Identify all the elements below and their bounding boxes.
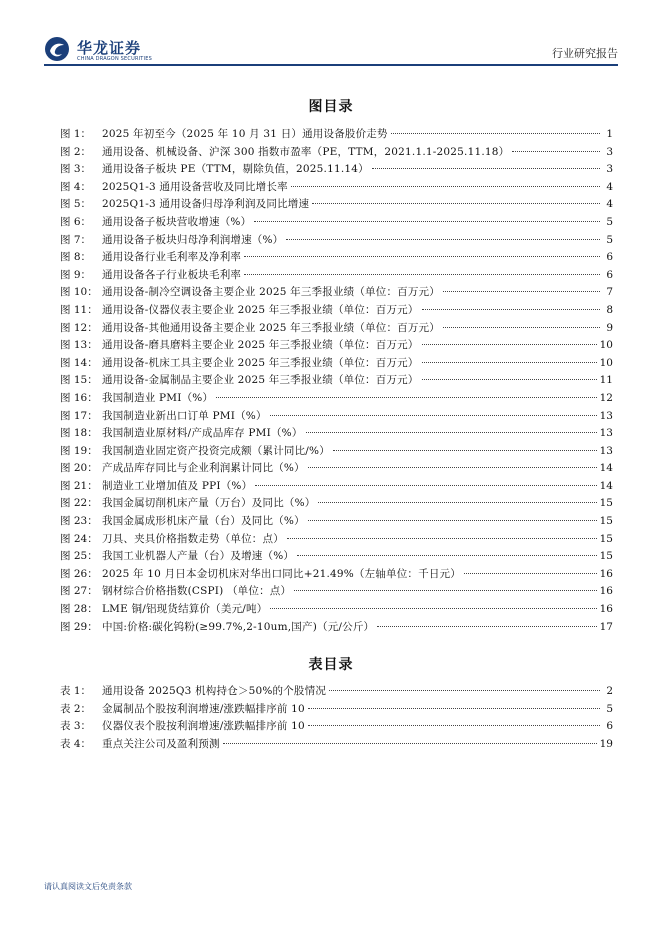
- table-toc-entry[interactable]: [60, 736, 613, 754]
- figure-toc-title: LME 铜/铝现货结算价（美元/吨）: [102, 603, 268, 616]
- figure-toc-page-number: 16: [599, 603, 613, 616]
- leader-dots: [329, 689, 600, 691]
- figure-toc-entry[interactable]: [60, 390, 613, 408]
- figure-toc-entry[interactable]: [60, 548, 613, 566]
- figure-toc-label: 图 5：: [60, 198, 92, 211]
- leader-dots: [308, 519, 597, 521]
- figure-toc-label: 图 25：: [60, 550, 98, 563]
- leader-dots: [422, 308, 600, 310]
- figure-toc-page-number: 10: [599, 356, 613, 369]
- logo-english-name: CHINA DRAGON SECURITIES: [77, 56, 152, 62]
- leader-dots: [308, 466, 597, 468]
- figure-toc-entry[interactable]: [60, 144, 613, 162]
- figure-toc-page-number: 1: [606, 128, 613, 140]
- figure-toc-page-number: 11: [599, 374, 613, 387]
- figure-toc-page-number: 9: [606, 321, 613, 334]
- leader-dots: [464, 572, 597, 574]
- figure-toc-title: 通用设备子板块营收增速（%）: [102, 215, 252, 228]
- figure-toc-title: 通用设备-金属制品主要企业 2025 年三季报业绩（单位：百万元）: [102, 374, 419, 387]
- figure-toc-label: 图 8：: [60, 251, 92, 264]
- page-header: [0, 0, 662, 66]
- figure-toc-page-number: 14: [599, 462, 613, 475]
- table-toc-title: 通用设备 2025Q3 机构持仓＞50%的个股情况: [102, 685, 327, 697]
- table-toc-label: 表 1：: [60, 685, 92, 697]
- header-divider: [44, 64, 618, 66]
- leader-dots: [308, 724, 600, 726]
- figure-toc-page-number: 13: [599, 427, 613, 440]
- figure-toc-entry[interactable]: [60, 425, 613, 443]
- figure-toc-title: 2025Q1-3 通用设备归母净利润及同比增速: [102, 198, 310, 211]
- figure-toc-entry[interactable]: [60, 214, 613, 232]
- figure-toc-entry[interactable]: [60, 196, 613, 214]
- figure-toc-page-number: 15: [599, 497, 613, 510]
- figure-toc-label: 图 11：: [60, 303, 98, 316]
- table-toc-title: 金属制品个股按利润增速/涨跌幅排序前 10: [102, 702, 305, 715]
- figure-toc-title: 通用设备-其他通用设备主要企业 2025 年三季报业绩（单位：百万元）: [102, 321, 440, 334]
- figure-toc-label: 图 2：: [60, 145, 92, 158]
- figure-toc-label: 图 1：: [60, 128, 92, 140]
- figure-toc-label: 图 22：: [60, 497, 98, 510]
- table-toc-entry[interactable]: [60, 683, 613, 701]
- figure-toc-label: 图 26：: [60, 567, 98, 580]
- leader-dots: [291, 185, 600, 187]
- leader-dots: [255, 484, 596, 486]
- figure-toc-page-number: 5: [606, 215, 613, 228]
- figure-toc-page-number: 10: [599, 339, 613, 352]
- figure-toc-label: 图 14：: [60, 356, 98, 369]
- figure-toc-label: 图 24：: [60, 532, 98, 545]
- figure-toc-page-number: 7: [606, 286, 613, 299]
- figure-toc-entry[interactable]: [60, 443, 613, 461]
- figure-toc-label: 图 12：: [60, 321, 98, 334]
- figure-toc-title: 2025 年 10 月日本金切机床对华出口同比+21.49%（左轴单位：千日元）: [102, 567, 461, 580]
- figure-toc-label: 图 29：: [60, 620, 98, 633]
- figure-toc-label: 图 4：: [60, 180, 92, 193]
- figure-toc-title: 2025 年初至今（2025 年 10 月 31 日）通用设备股价走势: [102, 128, 388, 140]
- table-toc-page-number: 5: [606, 702, 613, 715]
- figure-toc-label: 图 9：: [60, 268, 92, 281]
- figure-toc-page-number: 12: [599, 391, 613, 404]
- figures-toc-title: 图目录: [308, 99, 354, 115]
- figure-toc-entry[interactable]: [60, 232, 613, 250]
- figure-toc-title: 钢材综合价格指数(CSPI) （单位：点）: [102, 585, 292, 598]
- figure-toc-entry[interactable]: [60, 513, 613, 531]
- leader-dots: [308, 707, 600, 709]
- table-toc-label: 表 3：: [60, 720, 92, 733]
- table-toc-page-number: 6: [606, 720, 613, 733]
- table-toc-title: 仪器仪表个股按利润增速/涨跌幅排序前 10: [102, 720, 305, 733]
- figure-toc-entry[interactable]: [60, 408, 613, 426]
- figure-toc-title: 通用设备子板块 PE（TTM，剔除负值，2025.11.14）: [102, 163, 369, 176]
- figure-toc-title: 我国制造业 PMI（%）: [102, 391, 214, 404]
- figure-toc-label: 图 20：: [60, 462, 98, 475]
- leader-dots: [443, 326, 600, 328]
- table-toc-page-number: 2: [606, 685, 613, 697]
- figure-toc-entry[interactable]: [60, 320, 613, 338]
- figure-toc-label: 图 23：: [60, 515, 98, 528]
- figure-toc-entry[interactable]: [60, 179, 613, 197]
- leader-dots: [244, 273, 600, 275]
- figure-toc-label: 图 7：: [60, 233, 92, 246]
- figure-toc-label: 图 15：: [60, 374, 98, 387]
- figure-toc-entry[interactable]: [60, 267, 613, 285]
- figure-toc-title: 通用设备-制冷空调设备主要企业 2025 年三季报业绩（单位：百万元）: [102, 286, 440, 299]
- figure-toc-entry[interactable]: [60, 126, 613, 144]
- figure-toc-label: 图 19：: [60, 444, 98, 457]
- tables-toc-list: [60, 683, 613, 753]
- figure-toc-title: 产成品库存同比与企业利润累计同比（%）: [102, 462, 305, 475]
- leader-dots: [422, 343, 597, 345]
- figure-toc-entry[interactable]: [60, 337, 613, 355]
- leader-dots: [422, 361, 597, 363]
- figure-toc-page-number: 13: [599, 444, 613, 457]
- table-toc-page-number: 19: [599, 737, 613, 750]
- leader-dots: [312, 202, 600, 204]
- figure-toc-page-number: 4: [606, 198, 613, 211]
- figure-toc-entry[interactable]: [60, 161, 613, 179]
- leader-dots: [306, 431, 597, 433]
- figure-toc-page-number: 15: [599, 515, 613, 528]
- leader-dots: [223, 742, 597, 744]
- figure-toc-title: 2025Q1-3 通用设备营收及同比增长率: [102, 180, 288, 193]
- figure-toc-title: 通用设备-磨具磨料主要企业 2025 年三季报业绩（单位：百万元）: [102, 339, 419, 352]
- figure-toc-title: 我国金属切削机床产量（万台）及同比（%）: [102, 497, 316, 510]
- figure-toc-entry[interactable]: [60, 478, 613, 496]
- disclaimer-note: 请认真阅读文后免责条款: [44, 882, 132, 891]
- leader-dots: [333, 449, 597, 451]
- leader-dots: [297, 554, 597, 556]
- figure-toc-title: 通用设备各子行业板块毛利率: [102, 268, 242, 281]
- figure-toc-title: 通用设备子板块归母净利润增速（%）: [102, 233, 284, 246]
- figure-toc-page-number: 15: [599, 550, 613, 563]
- figure-toc-entry[interactable]: [60, 583, 613, 601]
- figure-toc-title: 刀具、夹具价格指数走势（单位：点）: [102, 532, 284, 545]
- figure-toc-entry[interactable]: [60, 460, 613, 478]
- figure-toc-label: 图 17：: [60, 409, 98, 422]
- figure-toc-page-number: 14: [599, 479, 613, 492]
- figures-toc-list: [60, 126, 613, 636]
- figure-toc-label: 图 18：: [60, 427, 98, 440]
- figure-toc-entry[interactable]: [60, 531, 613, 549]
- leader-dots: [254, 220, 600, 222]
- figure-toc-label: 图 27：: [60, 585, 98, 598]
- figure-toc-entry[interactable]: [60, 302, 613, 320]
- leader-dots: [294, 589, 596, 591]
- leader-dots: [244, 255, 600, 257]
- figure-toc-page-number: 16: [599, 567, 613, 580]
- figure-toc-label: 图 3：: [60, 163, 92, 176]
- figure-toc-page-number: 6: [606, 268, 613, 281]
- dragon-logo-icon: [44, 36, 70, 62]
- figure-toc-entry[interactable]: [60, 601, 613, 619]
- figure-toc-page-number: 13: [599, 409, 613, 422]
- leader-dots: [270, 414, 597, 416]
- figure-toc-page-number: 4: [606, 180, 613, 193]
- table-toc-label: 表 2：: [60, 702, 92, 715]
- figure-toc-title: 我国制造业固定资产投资完成额（累计同比/%）: [102, 444, 330, 457]
- table-toc-title: 重点关注公司及盈利预测: [102, 737, 220, 750]
- leader-dots: [391, 132, 600, 134]
- figure-toc-title: 通用设备-仪器仪表主要企业 2025 年三季报业绩（单位：百万元）: [102, 303, 419, 316]
- figure-toc-page-number: 17: [599, 620, 613, 633]
- leader-dots: [286, 238, 600, 240]
- figure-toc-label: 图 13：: [60, 339, 98, 352]
- figure-toc-label: 图 16：: [60, 391, 98, 404]
- figure-toc-page-number: 3: [606, 163, 613, 176]
- figure-toc-page-number: 5: [606, 233, 613, 246]
- leader-dots: [270, 607, 596, 609]
- leader-dots: [287, 537, 597, 539]
- figure-toc-page-number: 3: [606, 145, 613, 158]
- figure-toc-page-number: 6: [606, 251, 613, 264]
- leader-dots: [216, 396, 596, 398]
- leader-dots: [377, 625, 596, 627]
- table-toc-entry[interactable]: [60, 701, 613, 719]
- figure-toc-title: 通用设备-机床工具主要企业 2025 年三季报业绩（单位：百万元）: [102, 356, 419, 369]
- figure-toc-page-number: 8: [606, 303, 613, 316]
- tables-toc-title: 表目录: [308, 657, 354, 673]
- figure-toc-entry[interactable]: [60, 372, 613, 390]
- figure-toc-entry[interactable]: [60, 566, 613, 584]
- leader-dots: [512, 150, 600, 152]
- figure-toc-entry[interactable]: [60, 284, 613, 302]
- table-toc-label: 表 4：: [60, 737, 92, 750]
- leader-dots: [422, 378, 597, 380]
- figure-toc-title: 我国工业机器人产量（台）及增速（%）: [102, 550, 295, 563]
- report-type-label: 行业研究报告: [552, 47, 618, 60]
- figure-toc-entry[interactable]: [60, 495, 613, 513]
- figure-toc-entry[interactable]: [60, 619, 613, 637]
- figure-toc-title: 制造业工业增加值及 PPI（%）: [102, 479, 253, 492]
- leader-dots: [318, 501, 596, 503]
- figure-toc-label: 图 10：: [60, 286, 98, 299]
- logo-chinese-name: 华龙证券: [77, 39, 142, 57]
- table-toc-entry[interactable]: [60, 718, 613, 736]
- figure-toc-title: 通用设备行业毛利率及净利率: [102, 251, 242, 264]
- figure-toc-title: 我国金属成形机床产量（台）及同比（%）: [102, 515, 305, 528]
- figure-toc-label: 图 21：: [60, 479, 98, 492]
- figure-toc-label: 图 6：: [60, 215, 92, 228]
- figure-toc-page-number: 15: [599, 532, 613, 545]
- figure-toc-entry[interactable]: [60, 355, 613, 373]
- leader-dots: [443, 290, 600, 292]
- figure-toc-page-number: 16: [599, 585, 613, 598]
- figure-toc-title: 通用设备、机械设备、沪深 300 指数市盈率（PE，TTM，2021.1.1-2025.11.18）: [102, 145, 510, 158]
- figure-toc-entry[interactable]: [60, 249, 613, 267]
- figure-toc-title: 我国制造业原材料/产成品库存 PMI（%）: [102, 427, 303, 440]
- figure-toc-title: 我国制造业新出口订单 PMI（%）: [102, 409, 267, 422]
- figure-toc-label: 图 28：: [60, 603, 98, 616]
- figure-toc-title: 中国:价格:碳化钨粉(≥99.7%,2-10um,国产)（元/公斤）: [102, 620, 375, 633]
- leader-dots: [372, 167, 600, 169]
